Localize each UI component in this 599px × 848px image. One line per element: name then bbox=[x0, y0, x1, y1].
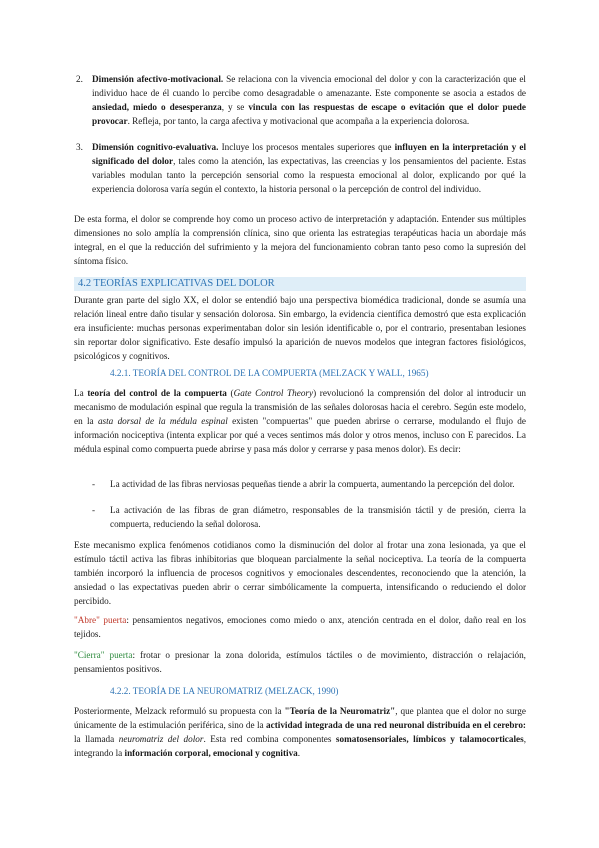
list-number: 3. bbox=[76, 142, 83, 152]
abre-paragraph: "Abre" puerta: pensamientos negativos, emociones como miedo o anx, atención centrada en el dolor, daño real en los tejidos. bbox=[74, 615, 526, 639]
list-item-title: Dimensión cognitivo-evaluativa. bbox=[92, 142, 219, 152]
bullet-item: - La activación de las fibras de gran diámetro, responsables de la transmisión táctil y de presión, cierra la compuerta, reduciendo la señal dolorosa. bbox=[92, 505, 526, 529]
neuromatriz-paragraph: Posteriormente, Melzack reformuló su propuesta con la "Teoría de la Neuromatriz", que plantea que el dolor no surge únicamente de la estimulación periférica, sino de la actividad integrada de una red neuronal distribuida en el cerebro: la llamada neuromatriz del dolor. Esta red combina componentes somatosensoriales, límbicos y talamocorticales, integrando la información corporal, emocional y cognitiva. bbox=[74, 706, 526, 758]
mecanismo-paragraph: Este mecanismo explica fenómenos cotidianos como la disminución del dolor al frotar una zona lesionada, ya que el estímulo táctil activa las fibras inhibitorias que bloquean parcialmente la señal nociceptiva. La teoría de la compuerta también incorporó la influencia de procesos cognitivos y emocionales descendentes, reconociendo que la atención, la ansiedad o las expectativas pueden abrir o cerrar simbólicamente la compuerta, intensificando o reduciendo el dolor percibido. bbox=[74, 540, 526, 606]
cierra-label: "Cierra" puerta bbox=[74, 650, 133, 660]
intro-paragraph: De esta forma, el dolor se comprende hoy como un proceso activo de interpretación y adaptación. Entender sus múltiples dimensiones no solo amplía la comprensión clínica, sino que orienta las estrategias terapéuticas hacia un abordaje más integral, en el que la reducción del sufrimiento y la mejora del funcionamiento cobran tanto peso como la supresión del síntoma físico. bbox=[74, 214, 526, 266]
bullet-dash: - bbox=[92, 505, 96, 515]
list-number: 2. bbox=[76, 74, 83, 84]
list-item-cognitivo: 3. Dimensión cognitivo-evaluativa. Incluye los procesos mentales superiores que influyen en la interpretación y el significado del dolor, tales como la atención, las expectativas, las creencias y los pensamientos del paciente. Estas variables modulan tanto la percepción sensorial como la respuesta emocional al dolor, explicando por qué la experiencia dolorosa varía según el contexto, la historia personal o la percepción de control del individuo. bbox=[76, 142, 526, 194]
subsection-heading-compuerta: 4.2.1. TEORÍA DEL CONTROL DE LA COMPUERTA (MELZACK Y WALL, 1965) bbox=[110, 368, 429, 378]
compuerta-paragraph: La teoría del control de la compuerta (Gate Control Theory) revolucionó la comprensión del dolor al introducir un mecanismo de modulación espinal que regula la transmisión de las señales dolorosas hacia el cerebro. Según este modelo, en la asta dorsal de la médula espinal existen "compuertas" que pueden abrirse o cerrarse, modulando el flujo de información nociceptiva (intenta explicar por qué a veces sentimos más dolor y otros menos, incluso con E parecidos. La médula espinal como compuerta puede abrirse y pasa más dolor y cerrarse y pasa menos dolor). Es decir: bbox=[74, 388, 527, 454]
abre-label: "Abre" puerta bbox=[74, 615, 127, 625]
section-paragraph: Durante gran parte del siglo XX, el dolor se entendió bajo una perspectiva biomédica tradicional, donde se asumía una relación lineal entre daño tisular y sensación dolorosa. Sin embargo, la evidencia científica demostró que esta explicación era insuficiente: muchas personas experimentaban dolor sin lesión identificable o, por el contrario, presentaban lesiones sin reportar dolor significativo. Este desafío impulsó la aparición de nuevos modelos que integran factores fisiológicos, psicológicos y cognitivos. bbox=[74, 295, 526, 361]
bullet-dash: - bbox=[92, 479, 96, 489]
bullet-item: - La actividad de las fibras nerviosas pequeñas tiende a abrir la compuerta, aumentando la percepción del dolor. bbox=[92, 479, 515, 489]
section-heading: 4.2 TEORÍAS EXPLICATIVAS DEL DOLOR bbox=[74, 277, 526, 291]
subsection-heading-neuromatriz: 4.2.2. TEORÍA DE LA NEUROMATRIZ (MELZACK, 1990) bbox=[110, 686, 339, 696]
cierra-paragraph: "Cierra" puerta: frotar o presionar la zona dolorida, estímulos táctiles o de movimiento, distracción o relajación, pensamientos positivos. bbox=[74, 650, 526, 674]
list-item-afectivo: 2. Dimensión afectivo-motivacional. Se relaciona con la vivencia emocional del dolor y con la caracterización que el individuo hace de él cuando lo percibe como desagradable o amenazante. Este componente se asocia a estados de ansiedad, miedo o desesperanza, y se vincula con las respuestas de escape o evitación que el dolor puede provocar. Refleja, por tanto, la carga afectiva y motivacional que acompaña a la experiencia dolorosa. bbox=[76, 74, 526, 126]
list-item-title: Dimensión afectivo-motivacional. bbox=[92, 74, 224, 84]
